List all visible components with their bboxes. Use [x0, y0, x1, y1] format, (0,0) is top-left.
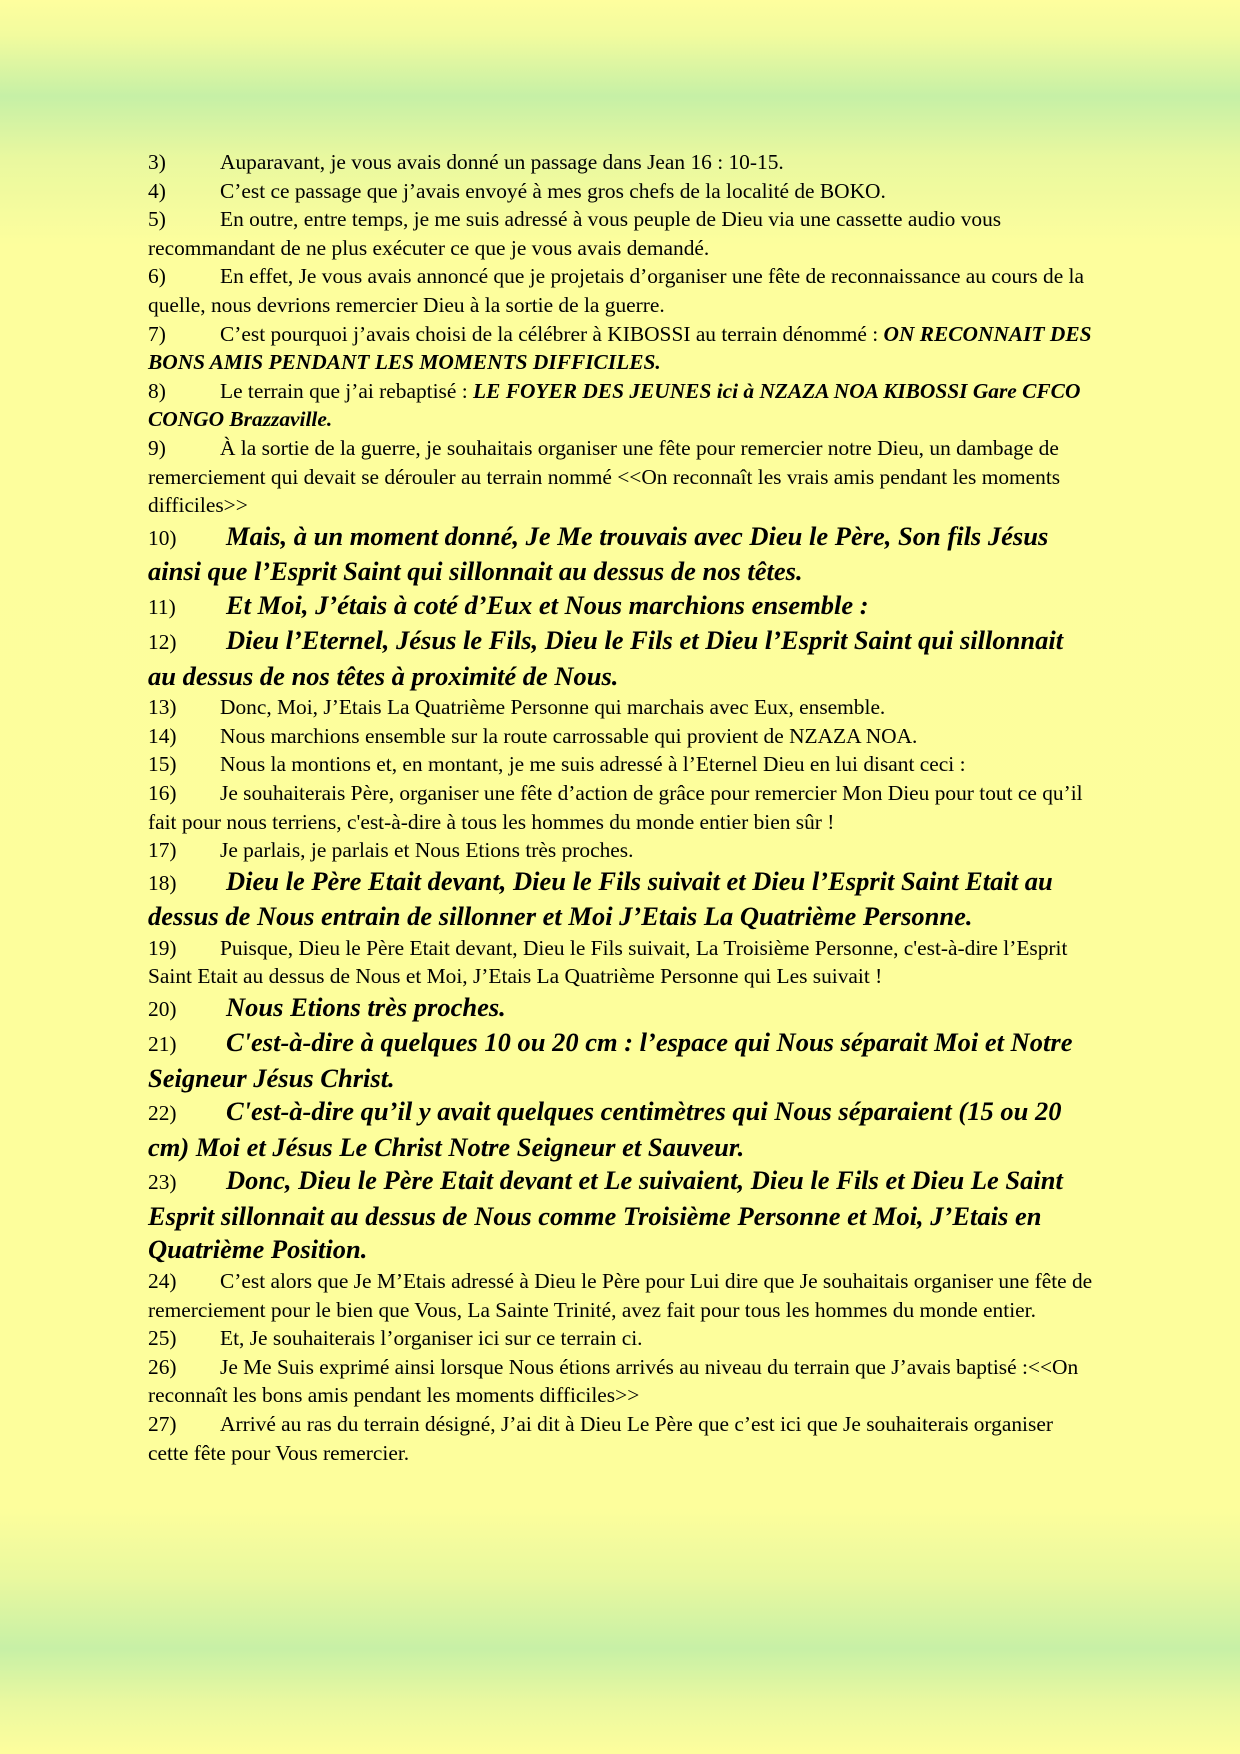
paragraph-number: 5) — [148, 207, 166, 232]
paragraph-number: 15) — [148, 752, 177, 777]
paragraph-18 — [148, 865, 1093, 934]
paragraph-text: Mais, à un moment donné, Je Me trouvais avec Dieu le Père, Son fils Jésus ainsi que l’Esprit Saint qui sillonnait au dessus de nos têtes. — [148, 520, 1049, 587]
paragraph-text: En outre, entre temps, je me suis adressé à vous peuple de Dieu via une cassette audio vous recommandant de ne plus exécuter ce que je vous avais demandé. — [148, 207, 1002, 260]
paragraph-text: Auparavant, je vous avais donné un passage dans Jean 16 : 10-15. — [220, 150, 784, 174]
paragraph-11 — [148, 589, 1093, 625]
paragraph-number: 17) — [148, 838, 177, 863]
paragraph-number: 19) — [148, 935, 177, 960]
paragraph-text: Je souhaiterais Père, organiser une fête d’action de grâce pour remercier Mon Dieu pour tout ce qu’il fait pour nous terriens, c'est-à-dire à tous les hommes du monde entier bien sûr ! — [148, 781, 1083, 834]
paragraph-number: 25) — [148, 1326, 177, 1351]
paragraph-text: Puisque, Dieu le Père Etait devant, Dieu le Fils suivait, La Troisième Personne, c'est-à-dire l’Esprit Saint Etait au dessus de Nous et Moi, J’Etais La Quatrième Personne qui Les suivait ! — [148, 935, 1068, 989]
paragraph-14 — [148, 722, 1093, 751]
paragraph-5 — [148, 205, 1093, 262]
paragraph-21 — [148, 1026, 1093, 1095]
paragraph-number: 14) — [148, 723, 177, 748]
paragraph-text: C'est-à-dire à quelques 10 ou 20 cm : l’espace qui Nous séparait Moi et Notre Seigneur Jésus Christ. — [148, 1027, 1073, 1093]
paragraph-number: 22) — [148, 1101, 177, 1126]
paragraph-text: C’est pourquoi j’avais choisi de la célébrer à KIBOSSI au terrain dénommé : — [220, 321, 884, 346]
paragraph-number: 23) — [148, 1170, 177, 1195]
paragraph-text: Arrivé au ras du terrain désigné, J’ai dit à Dieu Le Père que c’est ici que Je souhaiterais organiser cette fête pour Vous remercier. — [148, 1411, 1053, 1465]
paragraph-text: Nous marchions ensemble sur la route carrossable qui provient de NZAZA NOA. — [220, 723, 918, 748]
paragraph-text: Donc, Moi, J’Etais La Quatrième Personne qui marchais avec Eux, ensemble. — [220, 695, 886, 720]
paragraph-4 — [148, 177, 1093, 206]
paragraph-text: C’est ce passage que j’avais envoyé à mes gros chefs de la localité de BOKO. — [220, 178, 886, 203]
paragraph-number: 6) — [148, 264, 166, 289]
paragraph-27 — [148, 1410, 1093, 1467]
paragraph-number: 26) — [148, 1354, 177, 1379]
paragraph-17 — [148, 836, 1093, 865]
paragraph-text: Le terrain que j’ai rebaptisé : — [220, 378, 474, 403]
paragraph-10 — [148, 520, 1093, 589]
paragraph-number: 24) — [148, 1268, 177, 1293]
paragraph-24 — [148, 1267, 1093, 1324]
paragraph-text: C’est alors que Je M’Etais adressé à Dieu le Père pour Lui dire que Je souhaitais organiser une fête de remerciement pour le bien que Vous, La Sainte Trinité, avez fait pour tous les hommes du monde entier. — [148, 1268, 1093, 1322]
paragraph-text: Je parlais, je parlais et Nous Etions très proches. — [220, 838, 634, 863]
paragraph-number: 10) — [148, 525, 177, 550]
paragraph-number: 11) — [148, 594, 176, 619]
paragraph-8 — [148, 377, 1093, 434]
paragraph-text: C'est-à-dire qu’il y avait quelques centimètres qui Nous séparaient (15 ou 20 cm) Moi et Jésus Le Christ Notre Seigneur et Sauveur. — [148, 1096, 1062, 1162]
paragraph-12 — [148, 624, 1093, 693]
paragraph-25 — [148, 1324, 1093, 1353]
paragraph-number: 4) — [148, 178, 166, 203]
paragraph-23 — [148, 1164, 1093, 1267]
document-body — [148, 148, 1093, 1467]
paragraph-number: 27) — [148, 1411, 177, 1436]
paragraph-number: 12) — [148, 630, 177, 655]
paragraph-number: 20) — [148, 996, 177, 1021]
paragraph-text: Dieu le Père Etait devant, Dieu le Fils suivait et Dieu l’Esprit Saint Etait au dessus de Nous entrain de sillonner et Moi J’Etais La Quatrième Personne. — [148, 865, 1053, 932]
paragraph-15 — [148, 750, 1093, 779]
paragraph-number: 18) — [148, 870, 177, 895]
paragraph-text: En effet, Je vous avais annoncé que je projetais d’organiser une fête de reconnaissance au cours de la quelle, nous devrions remercier Dieu à la sortie de la guerre. — [148, 264, 1084, 317]
paragraph-16 — [148, 779, 1093, 836]
paragraph-text: À la sortie de la guerre, je souhaitais organiser une fête pour remercier notre Dieu, un dambage de remerciement qui devait se dérouler au terrain nommé <<On reconnaît les vrais amis pendant les moments difficiles>> — [148, 435, 1061, 518]
paragraph-text: Je Me Suis exprimé ainsi lorsque Nous étions arrivés au niveau du terrain que J’avais baptisé :<<On reconnaît les bons amis pendant les moments difficiles>> — [148, 1354, 1079, 1408]
paragraph-number: 7) — [148, 321, 166, 346]
paragraph-13 — [148, 693, 1093, 722]
paragraph-text: Donc, Dieu le Père Etait devant et Le suivaient, Dieu le Fils et Dieu Le Saint Esprit sillonnait au dessus de Nous comme Troisième Personne et Moi, J’Etais en Quatrième Position. — [148, 1165, 1063, 1265]
paragraph-text: Dieu l’Eternel, Jésus le Fils, Dieu le Fils et Dieu l’Esprit Saint qui sillonnait au dessus de nos têtes à proximité de Nous. — [148, 625, 1064, 691]
paragraph-emphasis: LE FOYER DES JEUNES ici à NZAZA NOA KIBOSSI Gare CFCO CONGO Brazzaville. — [148, 378, 1081, 432]
paragraph-number: 9) — [148, 435, 166, 460]
paragraph-number: 21) — [148, 1032, 177, 1057]
paragraph-text: Nous Etions très proches. — [226, 991, 506, 1022]
paragraph-text: Et Moi, J’étais à coté d’Eux et Nous marchions ensemble : — [226, 589, 869, 620]
paragraph-9 — [148, 434, 1093, 520]
paragraph-7 — [148, 320, 1093, 377]
paragraph-text: Nous la montions et, en montant, je me suis adressé à l’Eternel Dieu en lui disant ceci : — [220, 752, 966, 777]
paragraph-emphasis: ON RECONNAIT DES BONS AMIS PENDANT LES MOMENTS DIFFICILES. — [148, 321, 1092, 375]
paragraph-number: 16) — [148, 781, 177, 805]
paragraph-number: 3) — [148, 150, 166, 174]
paragraph-22 — [148, 1095, 1093, 1164]
paragraph-number: 13) — [148, 695, 177, 720]
paragraph-26 — [148, 1353, 1093, 1410]
paragraph-3 — [148, 148, 1093, 177]
paragraph-19 — [148, 934, 1093, 991]
paragraph-text: Et, Je souhaiterais l’organiser ici sur ce terrain ci. — [220, 1326, 643, 1351]
paragraph-20 — [148, 991, 1093, 1027]
paragraph-number: 8) — [148, 378, 166, 403]
paragraph-6 — [148, 262, 1093, 319]
